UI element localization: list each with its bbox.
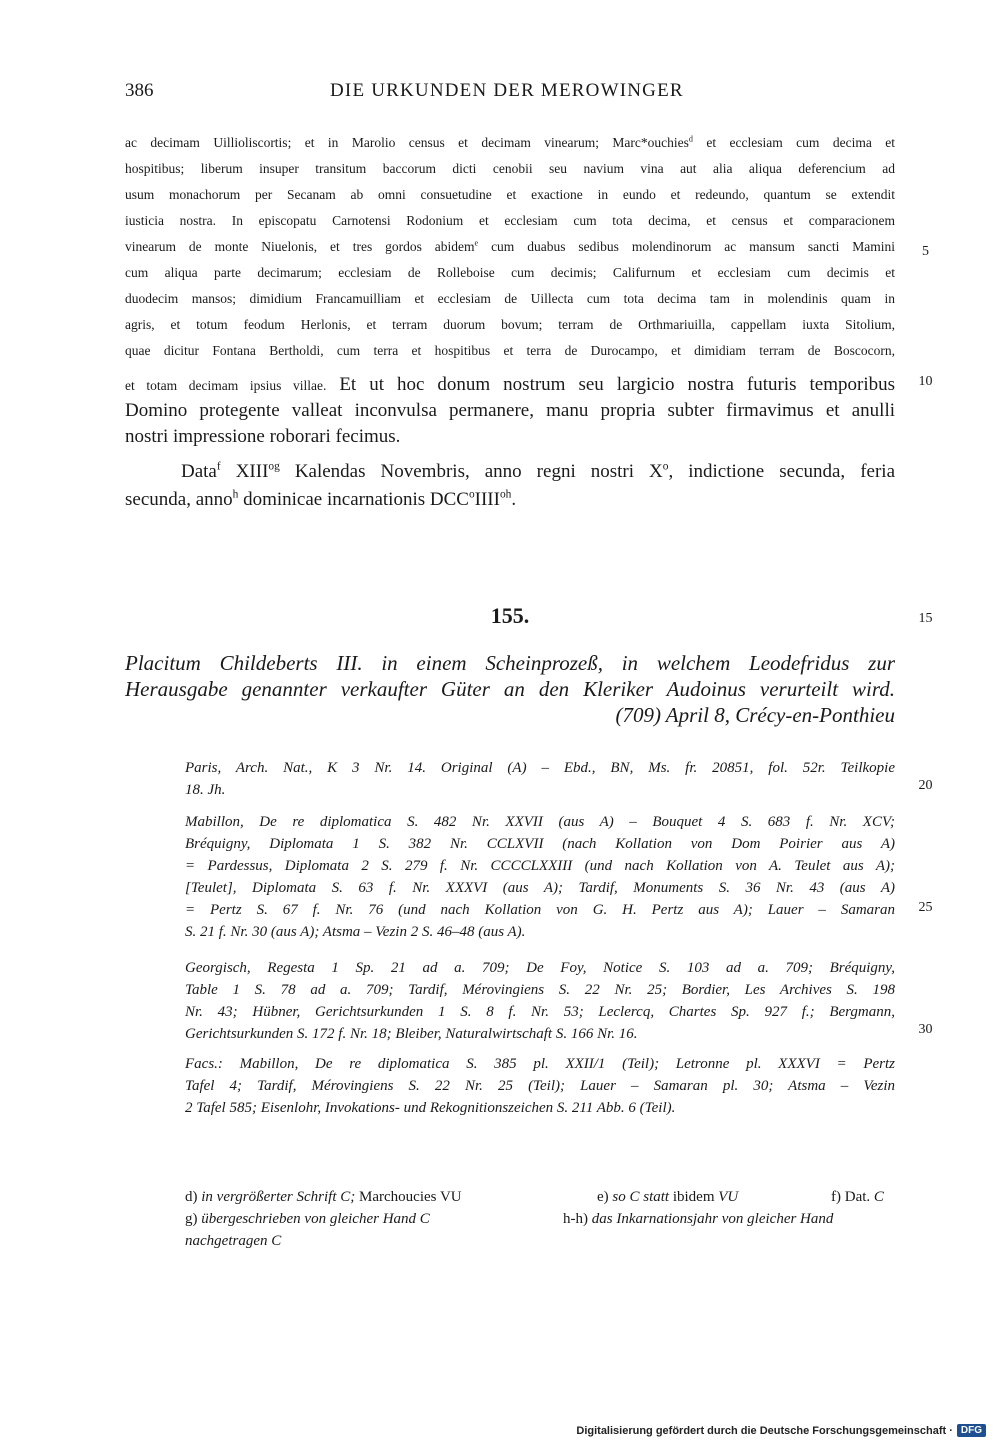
facsimiles-list	[185, 1053, 895, 1119]
line-number: 30	[918, 1022, 933, 1037]
line-number: 15	[918, 611, 933, 626]
apparatus-line: = Pertz S. 67 f. Nr. 76 (und nach Kollation von G. H. Pertz aus A); Lauer – Samaran	[185, 902, 895, 918]
text-line: quae dicitur Fontana Bertholdi, cum terra et hospitibus et terra de Durocampo, et dimidiam terram de Boscocorn,	[125, 343, 895, 358]
text-line: duodecim mansos; dimidium Francamuilliam et ecclesiam de Uillecta cum tota decima tam in molendinis quam in	[125, 291, 895, 306]
footnote-row	[185, 1208, 897, 1230]
apparatus-line: Tafel 4; Tardif, Mérovingiens S. 22 Nr. 25 (Teil); Lauer – Samaran pl. 30; Atsma – Vezin	[185, 1078, 895, 1094]
text-line: hospitibus; liberum insuper transitum baccorum dicti cenobii seu navium vina aut alia aliqua deferencium ad	[125, 161, 895, 176]
text-line: usum monachorum per Secanam ab omni consuetudine et exactione in eundo et redeundo, quantum se extendit	[125, 187, 895, 202]
apparatus-line: Table 1 S. 78 ad a. 709; Tardif, Mérovingiens S. 22 Nr. 25; Bordier, Les Archives S. 198	[185, 982, 895, 998]
line-number: 5	[922, 244, 929, 259]
text-line: Domino protegente valleat inconvulsa permanere, manu propria subter firmavimus et anulli	[125, 400, 895, 421]
title-line: Herausgabe genannter verkaufter Güter an den Kleriker Audoinus verurteilt wird.	[125, 677, 895, 701]
footnote-d: d) in vergrößerter Schrift C; Marchoucies VU	[185, 1189, 462, 1205]
charter-text-continuation	[125, 130, 895, 364]
document-number: 155.	[490, 603, 530, 628]
editions-list	[185, 811, 895, 943]
apparatus-line: 2 Tafel 585; Eisenlohr, Invokations- und Rekognitionszeichen S. 211 Abb. 6 (Teil).	[185, 1100, 676, 1116]
footnote-g: g) übergeschrieben von gleicher Hand C	[185, 1211, 430, 1227]
apparatus-line: = Pardessus, Diplomata 2 S. 279 f. Nr. CCCCLXXIII (und nach Kollation von A. Teulet aus A);	[185, 858, 895, 874]
apparatus-line: S. 21 f. Nr. 30 (aus A); Atsma – Vezin 2 S. 46–48 (aus A).	[185, 924, 526, 940]
footnote-f: f) Dat. C	[831, 1189, 884, 1205]
title-date-place: (709) April 8, Crécy-en-Ponthieu	[615, 703, 895, 727]
document-title	[125, 650, 895, 728]
text-line: Data$^f$ $XIII^{og}$ Kalendas Novembris, anno regni nostri $X^o$, indictione secunda, feria	[181, 460, 895, 482]
charter-text-large	[125, 372, 895, 450]
line-number: 20	[918, 778, 933, 793]
apparatus-line: Facs.: Mabillon, De re diplomatica S. 385 pl. XXII/1 (Teil); Letronne pl. XXXVI = Pertz	[185, 1056, 895, 1072]
footnote-h-continued: nachgetragen C	[185, 1233, 282, 1249]
apparatus-line: Mabillon, De re diplomatica S. 482 Nr. XXVII (aus A) – Bouquet 4 S. 683 f. Nr. XCV;	[185, 814, 895, 830]
text-line: vinearum de monte Niuelonis, et tres gordos abidem$^e$ cum duabus sedibus molendinorum ac mansum sancti Mamini	[125, 238, 895, 254]
page-number: 386	[125, 80, 154, 101]
text-line: secunda, anno$^h$ dominicae incarnationis $DCC^oIIII^{oh}$.	[125, 488, 517, 510]
text-line: ac decimam Uillioliscortis; et in Marolio census et decimam vinearum; Marc*ouchies$^d$ et ecclesiam cum decima et	[125, 134, 895, 150]
running-head: DIE URKUNDEN DER MEROWINGER	[330, 80, 684, 101]
title-line: Placitum Childeberts III. in einem Scheinprozeß, in welchem Leodefridus zur	[125, 651, 895, 675]
text-line: nostri impressione roborari fecimus.	[125, 426, 401, 447]
apparatus-line: 18. Jh.	[185, 782, 226, 798]
apparatus-line: [Teulet], Diplomata S. 63 f. Nr. XXXVI (aus A); Tardif, Monuments S. 36 Nr. 43 (aus A)	[185, 880, 895, 896]
footnote-e: e) so C statt ibidem VU	[597, 1189, 739, 1205]
line-number: 10	[918, 374, 933, 389]
footnote-h: h-h) das Inkarnationsjahr von gleicher Hand	[563, 1211, 834, 1227]
apparatus-line: Bréquigny, Diplomata 1 S. 382 Nr. CCLXVII (nach Kollation von Dom Poirier aus A)	[185, 836, 895, 852]
dating-clause	[125, 458, 895, 514]
text-line: agris, et totum feodum Herlonis, et terram duorum bovum; terram de Orthmariuilla, cappellam iuxta Sitolium,	[125, 317, 895, 332]
digitization-credit	[576, 1424, 986, 1437]
regesten-list	[185, 957, 895, 1045]
apparatus-line: Nr. 43; Hübner, Gerichtsurkunden 1 S. 8 f. Nr. 53; Leclercq, Chartes Sp. 927 f.; Bergmann,	[185, 1004, 895, 1020]
line-number: 25	[918, 900, 933, 915]
footnote-row	[185, 1186, 897, 1208]
footnote-row	[185, 1230, 897, 1252]
apparatus-line: Paris, Arch. Nat., K 3 Nr. 14. Original (A) – Ebd., BN, Ms. fr. 20851, fol. 52r. Teilkopie	[185, 760, 895, 776]
text-line: iusticia nostra. In episcopatu Carnotensi Rodonium et ecclesiam cum tota decima, et census et comparacionem	[125, 213, 895, 228]
credit-text: Digitalisierung gefördert durch die Deutsche Forschungsgemeinschaft ·	[576, 1424, 953, 1437]
text-line: cum aliqua parte decimarum; ecclesiam de Rolleboise cum decimis; Califurnum et ecclesiam cum decimis et	[125, 265, 895, 280]
apparatus-line: Georgisch, Regesta 1 Sp. 21 ad a. 709; De Foy, Notice S. 103 ad a. 709; Bréquigny,	[185, 960, 895, 976]
text-line: et totam decimam ipsius villae. Et ut hoc donum nostrum seu largicio nostra futuris temporibus	[125, 374, 895, 395]
dfg-logo-icon: DFG	[957, 1424, 986, 1437]
critical-footnotes	[185, 1186, 897, 1252]
apparatus-line: Gerichtsurkunden S. 172 f. Nr. 18; Bleiber, Naturalwirtschaft S. 166 Nr. 16.	[185, 1026, 638, 1042]
source-tradition	[185, 757, 895, 801]
